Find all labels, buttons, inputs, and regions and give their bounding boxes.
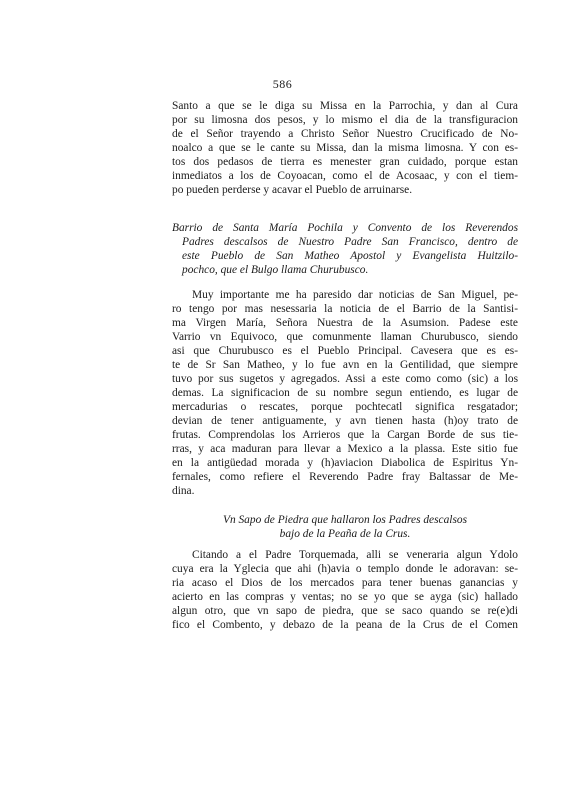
heading-line: este Pueblo de San Matheo Apostol y Evangelista Huitzilo- bbox=[182, 250, 518, 262]
text-line: en la antigüedad morada y (h)aviacion Diabolica de Espiritus Yn- bbox=[172, 457, 518, 469]
text-line: inmediatos a los de Coyoacan, como el de Acosaac, y con el tiem- bbox=[172, 170, 518, 182]
text-line: tos dos pedasos de tierra es menester gran cuidado, porque estan bbox=[172, 156, 518, 168]
text-line: por su limosna dos pesos, y lo mismo el dia de la transfiguracion bbox=[172, 114, 518, 126]
text-line: algun otro, que vn sapo de piedra, que se saco quando se re(e)di bbox=[172, 605, 518, 617]
text-line: Muy importante me ha paresido dar noticias de San Miguel, pe- bbox=[192, 289, 518, 301]
text-line: mercadurias o rescates, porque pochtecatl significa resgatador; bbox=[172, 401, 518, 413]
text-line: noalco a que se le cante su Missa, dan la misma limosna. Y con es- bbox=[172, 142, 518, 154]
heading-line: Barrio de Santa María Pochila y Convento de los Reverendos bbox=[172, 222, 518, 234]
section-heading-sapo bbox=[172, 513, 518, 541]
text-line: tuvo por sus sugetos y agregados. Assi a este como como (sic) a los bbox=[172, 373, 518, 385]
paragraph-santo-missa bbox=[172, 99, 518, 197]
text-line: po pueden perderse y acavar el Pueblo de arruinarse. bbox=[172, 184, 413, 196]
text-line: fico el Combento, y debazo de la peana de la Crus de el Comen bbox=[172, 619, 518, 631]
text-line: asi que Churubusco es el Pueblo Principal. Cavesera que es es- bbox=[172, 345, 518, 357]
text-line: Varrio vn Equivoco, que comunmente llaman Churubusco, siendo bbox=[172, 331, 518, 343]
heading-line: Vn Sapo de Piedra que hallaron los Padres descalsos bbox=[222, 514, 468, 526]
text-line: rras, y aca maduran para llevar a Mexico a la plassa. Este sitio fue bbox=[172, 443, 518, 455]
text-line: Santo a que se le diga su Missa en la Parrochia, y dan al Cura bbox=[172, 100, 518, 112]
text-line: cuya era la Yglecia que ahi (h)avia o templo donde le adoravan: se- bbox=[172, 563, 518, 575]
text-line: Citando a el Padre Torquemada, alli se veneraria algun Ydolo bbox=[192, 549, 518, 561]
text-line: ro tengo por mas nesessaria la noticia de el Barrio de la Santisi- bbox=[172, 303, 518, 315]
heading-line: pochco, que el Bulgo llama Churubusco. bbox=[182, 264, 369, 276]
text-line: fernales, como refiere el Reverendo Padre fray Baltassar de Me- bbox=[172, 471, 518, 483]
text-line: dina. bbox=[172, 485, 195, 497]
heading-line: bajo de la Peaña de la Crus. bbox=[279, 528, 411, 540]
text-line: te de Sr San Matheo, y lo fue avn en la Gentilidad, que siempre bbox=[172, 359, 518, 371]
page-number: 586 bbox=[272, 77, 293, 91]
heading-line: Padres descalsos de Nuestro Padre San Francisco, dentro de bbox=[182, 236, 518, 248]
text-line: devian de tener antiguamente, y avn tienen hasta (h)oy trato de bbox=[172, 415, 518, 427]
text-line: ria acaso el Dios de los mercados para tener buenas ganancias y bbox=[172, 577, 518, 589]
text-line: acierto en las compras y ventas; no se yo que se ayga (sic) hallado bbox=[172, 591, 518, 603]
paragraph-churubusco bbox=[172, 288, 518, 498]
text-line: ma Virgen María, Señora Nuestra de la Asumsion. Padese este bbox=[172, 317, 518, 329]
text-line: demas. La significacion de su nombre segun entiendo, es lugar de bbox=[172, 387, 518, 399]
text-line: frutas. Comprendolas los Arrieros que la Cargan Borde de sus tie- bbox=[172, 429, 518, 441]
paragraph-torquemada bbox=[172, 548, 518, 632]
text-line: de el Señor trayendo a Christo Señor Nuestro Crucificado de No- bbox=[172, 128, 518, 140]
section-heading-barrio bbox=[172, 221, 518, 277]
